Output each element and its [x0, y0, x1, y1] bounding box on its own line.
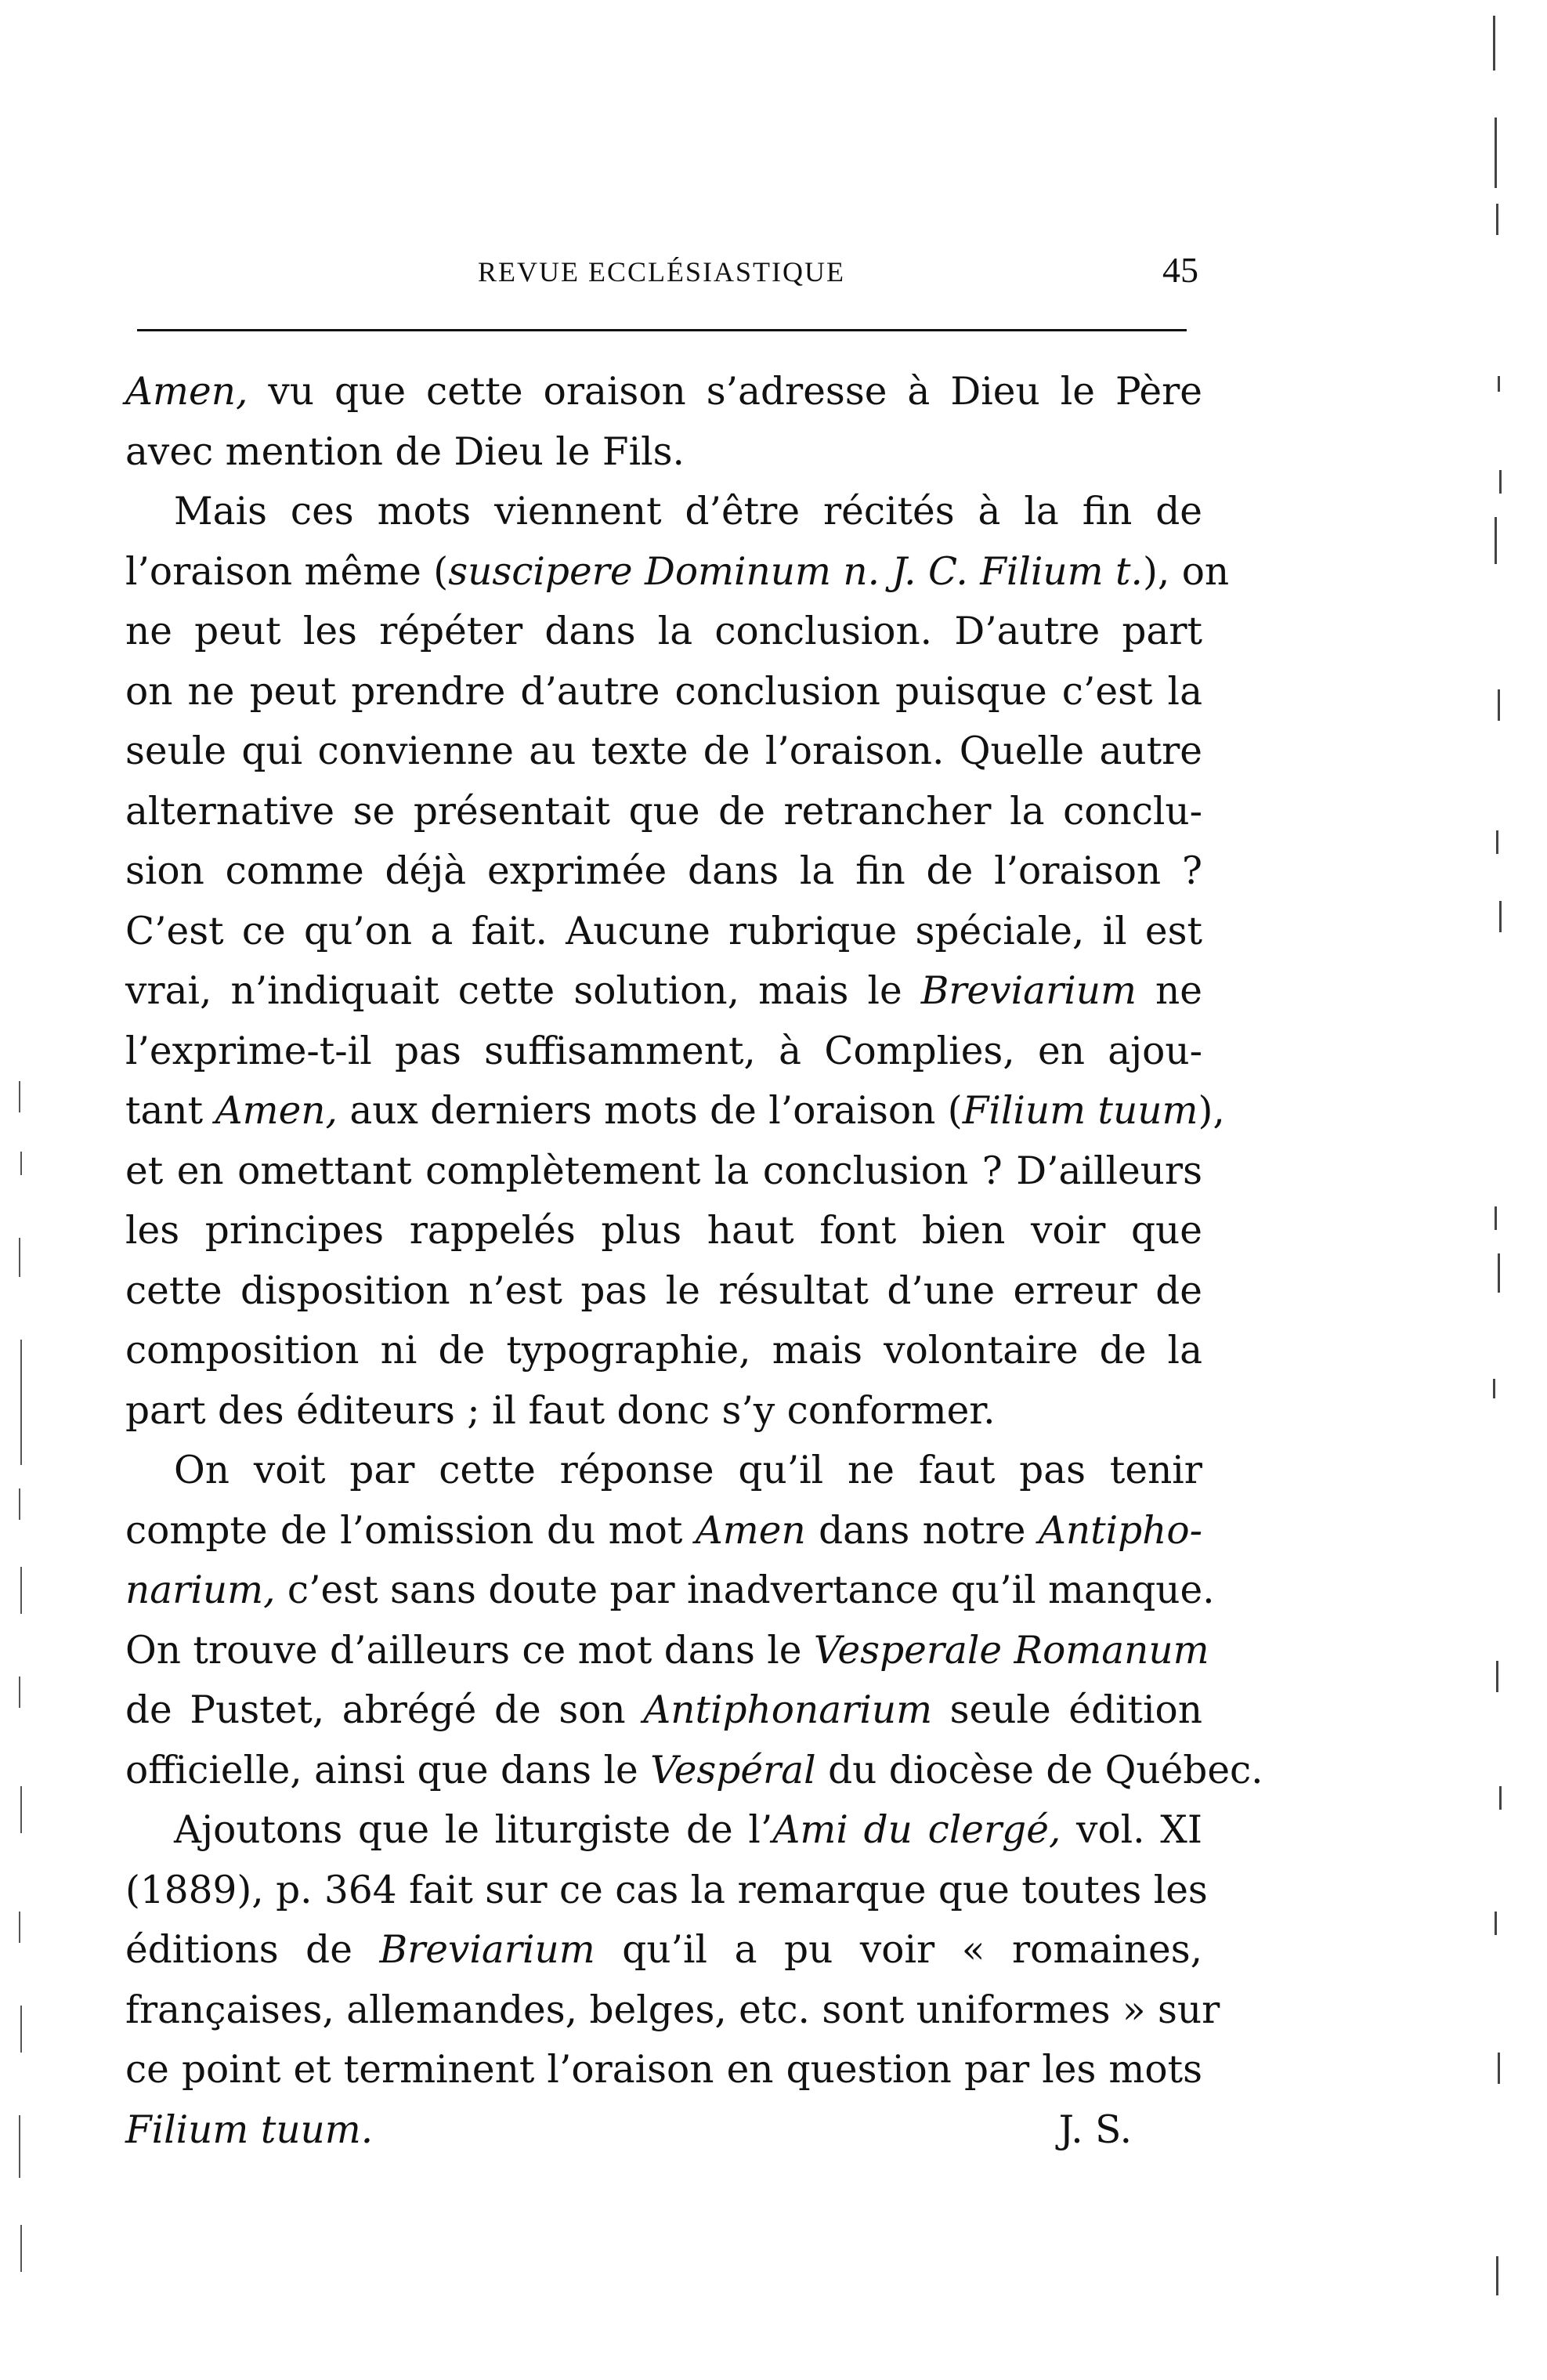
italic-text: Amen,	[215, 1089, 338, 1133]
text-line	[125, 1381, 1202, 1441]
page-number: 45	[1162, 250, 1198, 290]
text-line	[125, 2040, 1202, 2100]
text-run: cette disposition n’est pas le résultat d’une erreur de	[125, 1268, 1202, 1313]
italic-text: Amen,	[125, 370, 248, 414]
closing-words: Filium tuum.	[125, 2107, 374, 2152]
text-line	[125, 1621, 1209, 1681]
text-line	[125, 422, 1202, 483]
italic-text: suscipere Dominum n. J. C. Filium t.	[448, 549, 1143, 594]
italic-text: Breviarium	[920, 969, 1137, 1013]
text-run: dans notre	[805, 1508, 1039, 1553]
text-run: éditions de	[125, 1928, 380, 1972]
text-run: On trouve d’ailleurs ce mot dans le	[125, 1628, 814, 1673]
italic-text: Antiphonarium	[643, 1688, 933, 1732]
text-line	[125, 1741, 1263, 1801]
text-run: l’oraison même (	[125, 549, 449, 594]
body-text	[125, 362, 1263, 2160]
text-line	[125, 1201, 1202, 1261]
signature: J. S.	[1058, 2107, 1132, 2152]
text-run: seule édition	[932, 1688, 1202, 1732]
text-run: ne	[1137, 969, 1203, 1013]
page-header	[125, 249, 1198, 296]
text-run: vrai, n’indiquait cette solution, mais le	[125, 969, 921, 1013]
text-line	[125, 1680, 1202, 1741]
text-line	[125, 1980, 1220, 2041]
text-line	[125, 662, 1202, 722]
header-rule	[137, 329, 1187, 331]
text-line	[125, 1141, 1202, 1202]
italic-text: Vespéral	[650, 1748, 816, 1792]
text-line	[125, 841, 1202, 902]
text-run: les principes rappelés plus haut font bien voir que	[125, 1209, 1202, 1253]
text-line	[125, 1261, 1202, 1322]
text-line	[125, 1022, 1202, 1082]
scan-edge-marks	[1479, 0, 1526, 2380]
text-run: alternative se présentait que de retrancher la conclu-	[125, 789, 1202, 834]
text-run: qu’il a pu voir « romaines,	[595, 1928, 1202, 1972]
italic-text: Ami du clergé,	[772, 1808, 1061, 1852]
italic-text: Antipho-	[1038, 1508, 1202, 1553]
text-line	[125, 1501, 1202, 1561]
text-line	[125, 722, 1202, 782]
text-run: Ajoutons que le liturgiste de l’	[174, 1808, 773, 1852]
text-line	[125, 602, 1202, 662]
text-run: ), on	[1142, 549, 1230, 594]
text-line	[125, 1561, 1215, 1621]
text-run: aux derniers mots de l’oraison (	[337, 1089, 963, 1133]
text-run: et en omettant complètement la conclusion ? D’ailleurs	[125, 1148, 1202, 1193]
text-run: vu que cette oraison s’adresse à Dieu le Père	[248, 370, 1202, 414]
text-run: tant	[125, 1089, 215, 1133]
text-run: composition ni de typographie, mais volontaire de la	[125, 1329, 1202, 1373]
italic-text: Filium tuum	[962, 1089, 1198, 1133]
italic-text: narium,	[125, 1568, 276, 1612]
text-run: sion comme déjà exprimée dans la fin de l’oraison ?	[125, 849, 1202, 893]
text-line	[125, 961, 1202, 1022]
text-run: C’est ce qu’on a fait. Aucune rubrique spéciale, il est	[125, 909, 1202, 953]
text-line	[125, 482, 1202, 542]
text-run: de Pustet, abrégé de son	[125, 1688, 644, 1732]
text-line	[125, 1081, 1225, 1141]
text-line	[125, 902, 1202, 962]
text-run: ce point et terminent l’oraison en question par les mots	[125, 2048, 1202, 2092]
italic-text: Vesperale Romanum	[813, 1628, 1209, 1673]
italic-text: Breviarium	[379, 1928, 595, 1972]
text-run: officielle, ainsi que dans le	[125, 1748, 651, 1792]
italic-text: Amen	[695, 1508, 806, 1553]
text-line	[125, 1800, 1202, 1861]
text-line	[125, 1920, 1202, 1980]
text-run: c’est sans doute par inadvertance qu’il manque.	[275, 1568, 1215, 1612]
text-run: On voit par cette réponse qu’il ne faut pas tenir	[174, 1449, 1202, 1492]
text-line	[125, 1861, 1208, 1921]
text-run: part des éditeurs ; il faut donc s’y conformer.	[125, 1388, 996, 1433]
text-run: Mais ces mots viennent d’être récités à la fin de	[174, 490, 1202, 534]
running-title: REVUE ECCLÉSIASTIQUE	[478, 256, 845, 288]
text-line	[125, 782, 1202, 842]
text-run: ),	[1198, 1089, 1225, 1133]
text-run: vol. XI	[1061, 1808, 1202, 1852]
text-line	[125, 1321, 1202, 1381]
signoff-line	[125, 2100, 1202, 2161]
text-run: on ne peut prendre d’autre conclusion puisque c’est la	[125, 669, 1202, 714]
text-run: compte de l’omission du mot	[125, 1508, 696, 1553]
text-run: ne peut les répéter dans la conclusion. D’autre part	[125, 609, 1202, 653]
text-run: seule qui convienne au texte de l’oraison. Quelle autre	[125, 729, 1202, 773]
text-line	[125, 542, 1230, 602]
text-run: françaises, allemandes, belges, etc. sont uniformes » sur	[125, 1988, 1220, 2032]
text-run: l’exprime-t-il pas suffisamment, à Complies, en ajou-	[125, 1029, 1202, 1073]
text-run: avec mention de Dieu le Fils.	[125, 429, 685, 474]
scan-left-marks	[17, 1081, 25, 2335]
text-run: du diocèse de Québec.	[815, 1748, 1263, 1792]
text-line	[125, 362, 1202, 422]
text-run: (1889), p. 364 fait sur ce cas la remarque que toutes les	[125, 1868, 1208, 1912]
text-line	[125, 1441, 1202, 1501]
